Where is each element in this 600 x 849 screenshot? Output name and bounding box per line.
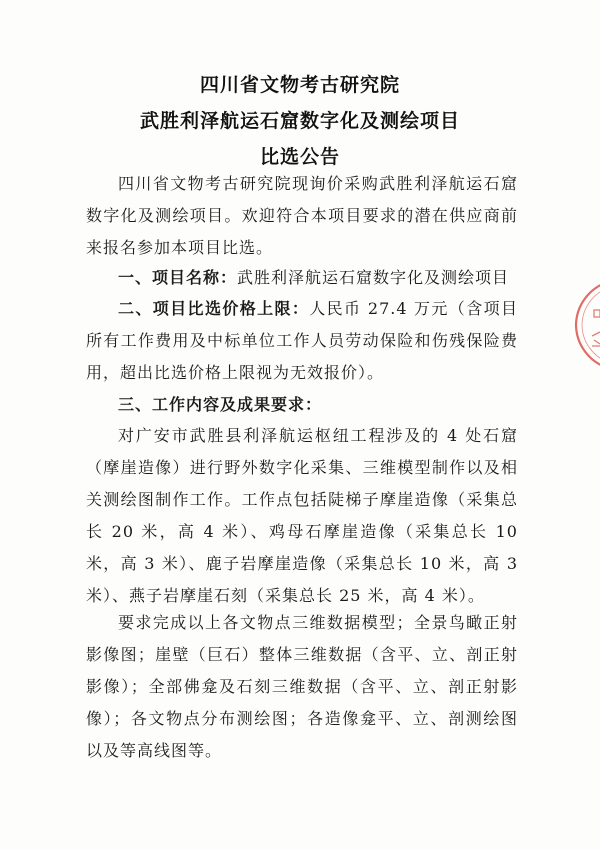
work-content-paragraph: 对广安市武胜县利泽航运枢纽工程涉及的 4 处石窟（摩崖造像）进行野外数字化采集、三维模型制作以及相关测绘图制作工作。工作点包括陡梯子摩崖造像（采集总长 20 米，高 4 米）、鸡母石摩崖造像（采集总长 10 米，高 3 米）、鹿子岩摩崖造像（采集总长 10 米，高 3 米）、燕子岩摩崖石刻（采集总长 25 米，高 4 米）。 — [86, 426, 518, 605]
item-price-limit-text: 人民币 27.4 万元（含项目所有工作费用及中标单位工作人员劳动保险和伤残保险费用，超出比选价格上限视为无效报价）。 — [86, 299, 518, 382]
intro-paragraph: 四川省文物考古研究院现询价采购武胜利泽航运石窟数字化及测绘项目。欢迎符合本项目要求的潜在供应商前来报名参加本项目比选。 — [86, 174, 518, 257]
item-project-name-text: 武胜利泽航运石窟数字化及测绘项目 — [237, 268, 510, 287]
document-title-notice: 比选公告 — [259, 146, 340, 168]
item-work-content-heading — [86, 389, 518, 421]
document-title-project: 武胜利泽航运石窟数字化及测绘项目 — [139, 110, 460, 132]
requirements-paragraph: 要求完成以上各文物点三维数据模型；全景鸟瞰正射影像图；崖壁（巨石）整体三维数据（含平、立、剖正射影像）；全部佛龛及石刻三维数据（含平、立、剖正射影像）；各文物点分布测绘图；各造像龛平、立、剖测绘图以及等高线图等。 — [86, 613, 518, 760]
official-seal-icon — [568, 280, 600, 370]
item-price-limit-heading: 二、项目比选价格上限： — [118, 299, 310, 318]
item-work-content-heading-text: 三、工作内容及成果要求： — [118, 395, 323, 414]
item-project-name — [86, 262, 518, 294]
item-price-limit — [86, 293, 518, 389]
document-title-organization: 四川省文物考古研究院 — [199, 74, 400, 96]
item-project-name-heading: 一、项目名称： — [118, 268, 238, 287]
